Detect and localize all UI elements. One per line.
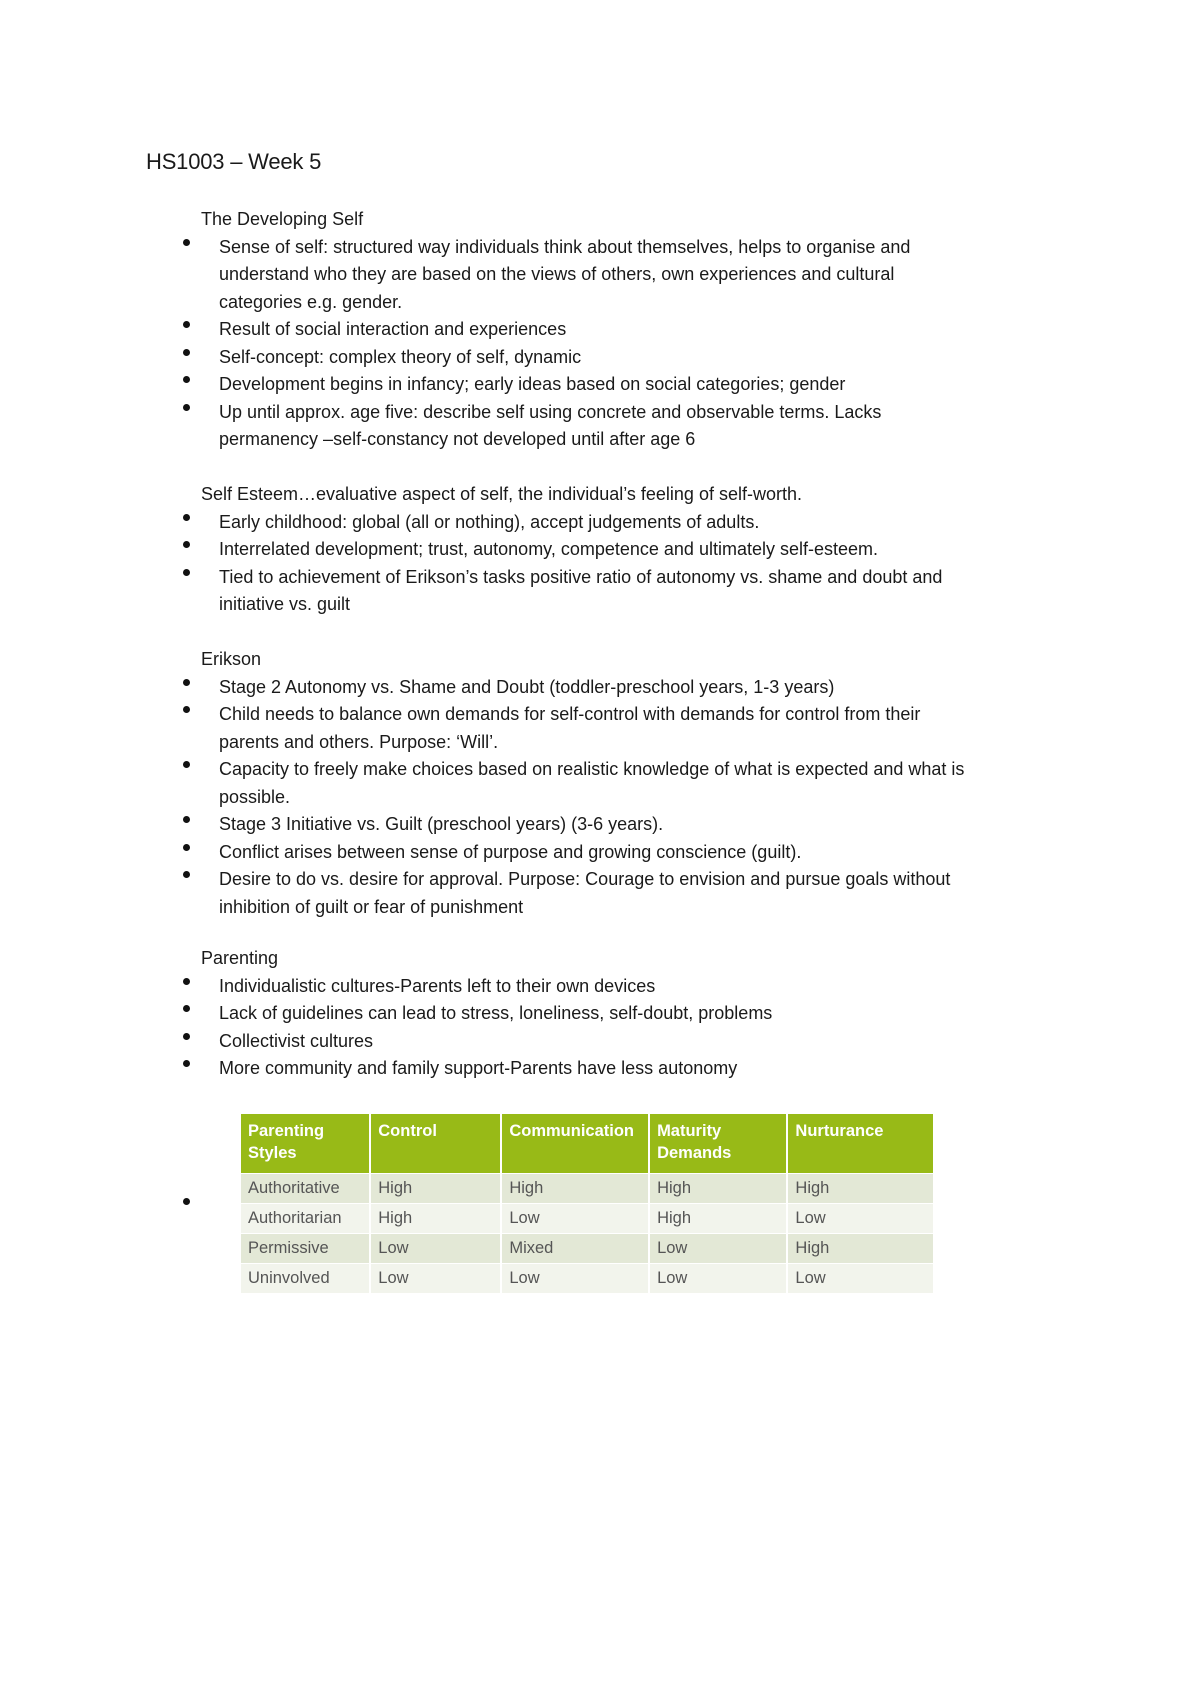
bullet-icon: [183, 816, 190, 823]
bullet-icon: [183, 761, 190, 768]
list-item-text: More community and family support-Parents have less autonomy: [219, 1058, 738, 1078]
table-cell: Low: [370, 1234, 501, 1264]
document-title: HS1003 – Week 5: [146, 149, 322, 174]
list-item: [146, 316, 1076, 344]
section-heading: Erikson: [201, 649, 262, 669]
table-cell: High: [787, 1174, 933, 1204]
table-bullet-icon: [183, 1198, 190, 1205]
table-cell: High: [501, 1174, 649, 1204]
column-header: Nurturance: [787, 1114, 933, 1174]
list-item: [146, 1028, 1076, 1056]
table-cell: High: [649, 1204, 787, 1234]
bullet-list: [146, 509, 1076, 619]
list-item-text: Development begins in infancy; early ideas based on social categories; gender: [219, 374, 846, 394]
bullet-icon: [183, 1033, 190, 1040]
list-item-text: Stage 2 Autonomy vs. Shame and Doubt (toddler-preschool years, 1-3 years): [219, 676, 835, 697]
bullet-icon: [183, 376, 190, 383]
bullet-icon: [183, 569, 190, 576]
table-row: [241, 1234, 933, 1264]
list-item-text: Conflict arises between sense of purpose and growing conscience (guilt).: [219, 841, 802, 862]
table-cell: Low: [649, 1234, 787, 1264]
column-header: Maturity Demands: [649, 1114, 787, 1174]
list-item: [146, 756, 1076, 811]
list-item-text: Up until approx. age five: describe self using concrete and observable terms. Lacks permanency –self-constancy not developed until after age 6: [219, 401, 882, 449]
list-item-text: Child needs to balance own demands for self-control with demands for control from their parents and others. Purpose: ‘Will’.: [219, 704, 921, 752]
table-cell: Mixed: [501, 1234, 649, 1264]
list-item-text: Stage 3 Initiative vs. Guilt (preschool years) (3-6 years).: [219, 814, 664, 834]
list-item-text: Interrelated development; trust, autonomy, competence and ultimately self-esteem.: [219, 539, 879, 559]
table-cell: Authoritative: [241, 1174, 370, 1204]
table-cell: Low: [501, 1264, 649, 1294]
list-item: [146, 973, 1076, 1001]
bullet-icon: [183, 514, 190, 521]
table-cell: High: [787, 1234, 933, 1264]
bullet-icon: [183, 706, 190, 713]
list-item: [146, 1000, 1076, 1028]
list-item-text: Individualistic cultures-Parents left to their own devices: [219, 975, 656, 996]
parenting-styles-table: [241, 1114, 933, 1293]
bullet-list: [146, 973, 1076, 1083]
list-item: [146, 1055, 1076, 1083]
list-item: [146, 371, 1076, 399]
list-item-text: Collectivist cultures: [219, 1030, 374, 1051]
list-item: [146, 564, 1076, 619]
table-cell: High: [649, 1174, 787, 1204]
bullet-icon: [183, 844, 190, 851]
list-item-text: Desire to do vs. desire for approval. Purpose: Courage to envision and pursue goals without inhibition of guilt or fear of punishment: [219, 869, 951, 917]
section-self-esteem: [146, 481, 1076, 619]
table-cell: High: [370, 1174, 501, 1204]
column-header: Control: [370, 1114, 501, 1174]
list-item-text: Sense of self: structured way individuals think about themselves, helps to organise and understand who they are based on the views of others, own experiences and cultural categories e.g. gender.: [219, 236, 911, 312]
list-item-text: Result of social interaction and experiences: [219, 319, 567, 339]
list-item: [146, 234, 1076, 317]
table-cell: Low: [787, 1204, 933, 1234]
list-item: [146, 866, 1076, 921]
list-item-text: Capacity to freely make choices based on realistic knowledge of what is expected and what is possible.: [219, 759, 965, 807]
bullet-icon: [183, 1005, 190, 1012]
section-parenting: [146, 945, 1076, 1083]
bullet-icon: [183, 679, 190, 686]
bullet-list: [146, 674, 1076, 922]
list-item: [146, 509, 1076, 537]
list-item: [146, 399, 1076, 454]
table-cell: Permissive: [241, 1234, 370, 1264]
bullet-icon: [183, 321, 190, 328]
list-item-text: Lack of guidelines can lead to stress, loneliness, self-doubt, problems: [219, 1003, 773, 1023]
column-header: Communication: [501, 1114, 649, 1174]
section-heading: Self Esteem…evaluative aspect of self, the individual’s feeling of self-worth.: [201, 484, 802, 504]
list-item: [146, 344, 1076, 372]
bullet-icon: [183, 239, 190, 246]
table-cell: Low: [501, 1204, 649, 1234]
list-item: [146, 701, 1076, 756]
table-cell: Authoritarian: [241, 1204, 370, 1234]
section-heading: Parenting: [201, 948, 279, 968]
table-cell: Uninvolved: [241, 1264, 370, 1294]
bullet-icon: [183, 541, 190, 548]
table-cell: Low: [787, 1264, 933, 1294]
bullet-icon: [183, 978, 190, 985]
bullet-icon: [183, 1060, 190, 1067]
bullet-icon: [183, 404, 190, 411]
column-header: Parenting Styles: [241, 1114, 370, 1174]
list-item: [146, 536, 1076, 564]
bullet-icon: [183, 871, 190, 878]
table-row: [241, 1174, 933, 1204]
table-header-row: [241, 1114, 933, 1174]
list-item-text: Tied to achievement of Erikson’s tasks positive ratio of autonomy vs. shame and doubt and initiative vs. guilt: [219, 566, 943, 614]
list-item-text: Early childhood: global (all or nothing), accept judgements of adults.: [219, 511, 760, 532]
table-cell: Low: [649, 1264, 787, 1294]
table-row: [241, 1264, 933, 1294]
section-developing-self: [146, 206, 1076, 454]
section-heading: The Developing Self: [201, 209, 364, 229]
section-erikson: [146, 646, 1076, 921]
list-item: [146, 674, 1076, 702]
table-row: [241, 1204, 933, 1234]
table-cell: Low: [370, 1264, 501, 1294]
list-item: [146, 839, 1076, 867]
bullet-list: [146, 234, 1076, 454]
list-item-text: Self-concept: complex theory of self, dynamic: [219, 346, 582, 367]
table-cell: High: [370, 1204, 501, 1234]
list-item: [146, 811, 1076, 839]
bullet-icon: [183, 349, 190, 356]
